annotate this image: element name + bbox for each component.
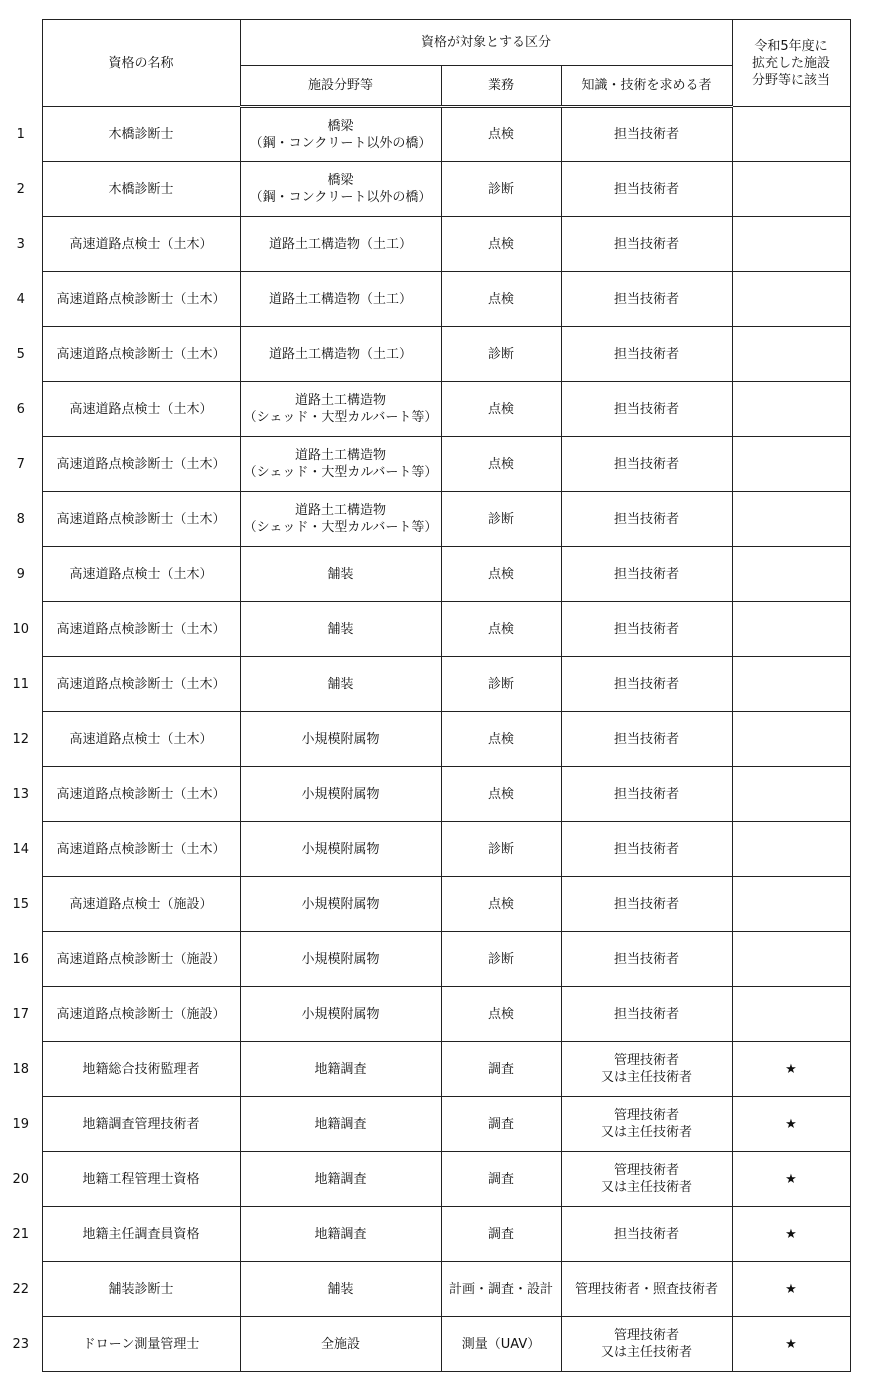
expanded-cell — [732, 327, 850, 382]
table-body — [0, 107, 850, 1372]
qualification-name: 高速道路点検士（施設） — [42, 877, 240, 932]
qualification-name: 高速道路点検診断士（土木） — [42, 602, 240, 657]
expanded-cell — [732, 107, 850, 162]
role-cell — [561, 767, 732, 822]
table-row — [0, 107, 850, 162]
row-number: 11 — [12, 676, 30, 692]
role-cell-line: 担当技術者 — [613, 511, 679, 527]
role-cell — [561, 217, 732, 272]
facility-cell-line: 道路土工構造物 — [294, 393, 386, 408]
star-icon: ★ — [732, 1097, 850, 1152]
facility-cell — [240, 492, 441, 547]
qualification-name: 地籍主任調査員資格 — [42, 1207, 240, 1262]
facility-cell-line: 舗装 — [327, 676, 354, 692]
facility-cell-line: 小規模附属物 — [301, 786, 380, 802]
qualification-name: 木橋診断士 — [42, 162, 240, 217]
facility-cell-line: 地籍調査 — [314, 1061, 367, 1077]
facility-cell-line: 道路土工構造物（土工） — [268, 236, 412, 252]
facility-cell — [240, 437, 441, 492]
facility-cell-line: （シェッド・大型カルバート等） — [243, 465, 438, 480]
role-cell — [561, 657, 732, 712]
table-row — [0, 1317, 850, 1372]
table-row — [0, 1262, 850, 1317]
role-cell-line: 担当技術者 — [613, 566, 679, 582]
role-cell-line: 担当技術者 — [613, 346, 679, 362]
facility-cell-line: 小規模附属物 — [301, 731, 380, 747]
role-cell-line: 管理技術者 — [613, 1108, 679, 1123]
table-row — [0, 657, 850, 712]
role-cell — [561, 1152, 732, 1207]
row-number: 10 — [12, 621, 30, 637]
work-cell: 点検 — [441, 382, 561, 437]
role-cell — [561, 492, 732, 547]
category-group-header: 資格が対象とする区分 — [240, 20, 732, 66]
role-cell — [561, 602, 732, 657]
role-cell — [561, 712, 732, 767]
facility-cell — [240, 822, 441, 877]
qualification-name: 高速道路点検診断士（土木） — [42, 657, 240, 712]
table-row — [0, 437, 850, 492]
row-number: 17 — [12, 1006, 30, 1022]
facility-cell-line: 小規模附属物 — [301, 1006, 380, 1022]
facility-cell — [240, 327, 441, 382]
qualification-name: 地籍総合技術監理者 — [42, 1042, 240, 1097]
row-number: 6 — [16, 401, 25, 417]
facility-cell-line: 地籍調査 — [314, 1226, 367, 1242]
facility-cell — [240, 272, 441, 327]
facility-cell-line: （鋼・コンクリート以外の橋） — [249, 190, 432, 205]
star-icon: ★ — [732, 1207, 850, 1262]
table-row — [0, 767, 850, 822]
facility-cell — [240, 932, 441, 987]
qualification-name: 高速道路点検診断士（土木） — [42, 327, 240, 382]
row-number: 18 — [12, 1061, 30, 1077]
facility-cell — [240, 547, 441, 602]
qualification-table — [0, 19, 851, 1372]
header-row-top — [0, 20, 850, 66]
role-cell-line: 担当技術者 — [613, 896, 679, 912]
role-cell-line: 担当技術者 — [613, 1006, 679, 1022]
facility-cell — [240, 1317, 441, 1372]
facility-cell — [240, 657, 441, 712]
role-cell — [561, 877, 732, 932]
facility-cell-line: 小規模附属物 — [301, 896, 380, 912]
qualification-name: ドローン測量管理士 — [42, 1317, 240, 1372]
facility-cell-line: （シェッド・大型カルバート等） — [243, 520, 438, 535]
facility-cell — [240, 602, 441, 657]
facility-cell-line: 舗装 — [327, 1281, 354, 1297]
role-cell-line: 担当技術者 — [613, 456, 679, 472]
star-icon: ★ — [732, 1042, 850, 1097]
role-cell — [561, 1317, 732, 1372]
work-cell: 点検 — [441, 547, 561, 602]
expanded-cell — [732, 602, 850, 657]
facility-cell — [240, 217, 441, 272]
expanded-cell — [732, 657, 850, 712]
qualification-name: 地籍工程管理士資格 — [42, 1152, 240, 1207]
table-row — [0, 217, 850, 272]
qualification-name: 木橋診断士 — [42, 107, 240, 162]
row-number: 8 — [16, 511, 25, 527]
row-number: 9 — [16, 566, 25, 582]
role-cell — [561, 1207, 732, 1262]
expanded-cell — [732, 437, 850, 492]
qualification-name: 高速道路点検士（土木） — [42, 382, 240, 437]
facility-cell — [240, 162, 441, 217]
row-number: 12 — [12, 731, 30, 747]
qualification-name: 高速道路点検士（土木） — [42, 712, 240, 767]
row-number: 7 — [16, 456, 25, 472]
role-cell-line: 担当技術者 — [613, 181, 679, 197]
table-row — [0, 492, 850, 547]
work-cell: 点検 — [441, 107, 561, 162]
facility-cell-line: 舗装 — [327, 566, 354, 582]
role-cell — [561, 1097, 732, 1152]
expanded-cell — [732, 712, 850, 767]
row-number: 1 — [16, 126, 25, 142]
qualification-name: 地籍調査管理技術者 — [42, 1097, 240, 1152]
expanded-cell — [732, 217, 850, 272]
row-number: 15 — [12, 896, 30, 912]
table-row — [0, 932, 850, 987]
table-row — [0, 822, 850, 877]
facility-cell-line: （鋼・コンクリート以外の橋） — [249, 135, 432, 151]
facility-column-header: 施設分野等 — [240, 66, 441, 107]
row-number: 13 — [12, 786, 30, 802]
work-cell: 調査 — [441, 1207, 561, 1262]
qualification-name: 高速道路点検診断士（施設） — [42, 932, 240, 987]
table-row — [0, 987, 850, 1042]
role-cell — [561, 1042, 732, 1097]
table-row — [0, 712, 850, 767]
role-cell-line: 担当技術者 — [613, 676, 679, 692]
row-number: 2 — [16, 181, 25, 197]
facility-cell — [240, 107, 441, 162]
qualification-name: 高速道路点検診断士（施設） — [42, 987, 240, 1042]
row-number: 22 — [12, 1281, 30, 1297]
role-cell-line: 管理技術者 — [613, 1163, 679, 1178]
work-cell: 点検 — [441, 217, 561, 272]
role-cell — [561, 822, 732, 877]
facility-cell — [240, 1262, 441, 1317]
qualification-name: 舗装診断士 — [42, 1262, 240, 1317]
row-number: 21 — [12, 1226, 30, 1242]
facility-cell — [240, 712, 441, 767]
facility-cell-line: （シェッド・大型カルバート等） — [243, 410, 438, 425]
number-column-header — [0, 20, 42, 107]
work-cell: 点検 — [441, 877, 561, 932]
work-cell: 点検 — [441, 272, 561, 327]
role-cell-line: 管理技術者 — [613, 1328, 679, 1343]
expanded-header-line: 分野等に該当 — [751, 72, 830, 88]
facility-cell-line: 道路土工構造物（土工） — [268, 346, 412, 362]
star-icon: ★ — [732, 1317, 850, 1372]
table-row — [0, 272, 850, 327]
role-cell — [561, 327, 732, 382]
role-cell — [561, 272, 732, 327]
role-cell-line: 又は主任技術者 — [600, 1345, 692, 1360]
work-cell: 点検 — [441, 712, 561, 767]
facility-cell — [240, 1152, 441, 1207]
table-row — [0, 547, 850, 602]
expanded-cell — [732, 272, 850, 327]
facility-cell-line: 小規模附属物 — [301, 841, 380, 857]
qualification-name: 高速道路点検診断士（土木） — [42, 272, 240, 327]
expanded-cell — [732, 492, 850, 547]
role-cell-line: 担当技術者 — [613, 951, 679, 967]
role-cell-line: 担当技術者 — [613, 621, 679, 637]
facility-cell-line: 小規模附属物 — [301, 951, 380, 967]
role-cell-line: 管理技術者・照査技術者 — [574, 1281, 718, 1297]
qualification-name: 高速道路点検診断士（土木） — [42, 822, 240, 877]
table-row — [0, 1207, 850, 1262]
work-cell: 点検 — [441, 767, 561, 822]
table-row — [0, 327, 850, 382]
work-cell: 調査 — [441, 1152, 561, 1207]
facility-cell-line: 道路土工構造物 — [294, 503, 386, 518]
expanded-cell — [732, 877, 850, 932]
facility-cell — [240, 1207, 441, 1262]
role-cell-line: 担当技術者 — [613, 1226, 679, 1242]
name-column-header: 資格の名称 — [42, 20, 240, 107]
expanded-header-line: 拡充した施設 — [751, 55, 830, 71]
role-cell — [561, 1262, 732, 1317]
work-cell: 診断 — [441, 327, 561, 382]
expanded-cell — [732, 382, 850, 437]
expanded-cell — [732, 162, 850, 217]
facility-cell-line: 道路土工構造物 — [294, 448, 386, 463]
facility-cell-line: 橋梁 — [327, 173, 354, 188]
table-row — [0, 602, 850, 657]
work-cell: 調査 — [441, 1042, 561, 1097]
qualification-name: 高速道路点検診断士（土木） — [42, 492, 240, 547]
role-cell-line: 担当技術者 — [613, 786, 679, 802]
row-number: 4 — [16, 291, 25, 307]
row-number: 20 — [12, 1171, 30, 1187]
work-cell: 計画・調査・設計 — [441, 1262, 561, 1317]
row-number: 3 — [16, 236, 25, 252]
expanded-cell — [732, 767, 850, 822]
expanded-cell — [732, 987, 850, 1042]
expanded-header-line: 令和5年度に — [754, 38, 828, 54]
expanded-cell — [732, 932, 850, 987]
facility-cell-line: 橋梁 — [327, 118, 354, 134]
role-cell — [561, 437, 732, 492]
work-cell: 点検 — [441, 437, 561, 492]
facility-cell — [240, 1042, 441, 1097]
row-number: 23 — [12, 1336, 30, 1352]
table-row — [0, 162, 850, 217]
role-cell — [561, 382, 732, 437]
role-cell-line: 担当技術者 — [613, 841, 679, 857]
star-icon: ★ — [732, 1152, 850, 1207]
row-number: 19 — [12, 1116, 30, 1132]
row-number: 16 — [12, 951, 30, 967]
work-cell: 測量（UAV） — [441, 1317, 561, 1372]
row-number: 5 — [16, 346, 25, 362]
facility-cell — [240, 767, 441, 822]
expanded-cell — [732, 822, 850, 877]
qualification-name: 高速道路点検士（土木） — [42, 547, 240, 602]
role-cell-line: 又は主任技術者 — [600, 1125, 692, 1140]
role-cell-line: 担当技術者 — [613, 236, 679, 252]
work-cell: 診断 — [441, 492, 561, 547]
role-cell-line: 担当技術者 — [613, 731, 679, 747]
role-cell-line: 担当技術者 — [613, 127, 679, 142]
work-cell: 診断 — [441, 657, 561, 712]
role-cell-line: 又は主任技術者 — [600, 1180, 692, 1195]
qualification-name: 高速道路点検診断士（土木） — [42, 437, 240, 492]
table-row — [0, 1152, 850, 1207]
facility-cell-line: 舗装 — [327, 621, 354, 637]
expanded-column-header — [732, 20, 850, 107]
star-icon: ★ — [732, 1262, 850, 1317]
work-column-header: 業務 — [441, 66, 561, 107]
role-cell — [561, 547, 732, 602]
work-cell: 診断 — [441, 932, 561, 987]
role-cell-line: 又は主任技術者 — [600, 1070, 692, 1085]
facility-cell-line: 全施設 — [320, 1336, 360, 1352]
facility-cell — [240, 987, 441, 1042]
table-row — [0, 382, 850, 437]
role-cell-line: 管理技術者 — [613, 1053, 679, 1068]
role-cell-line: 担当技術者 — [613, 401, 679, 417]
role-cell — [561, 932, 732, 987]
table-row — [0, 877, 850, 932]
work-cell: 点検 — [441, 602, 561, 657]
facility-cell — [240, 1097, 441, 1152]
row-number: 14 — [12, 841, 30, 857]
facility-cell-line: 地籍調査 — [314, 1171, 367, 1187]
work-cell: 診断 — [441, 162, 561, 217]
role-column-header: 知識・技術を求める者 — [561, 66, 732, 107]
qualification-name: 高速道路点検診断士（土木） — [42, 767, 240, 822]
role-cell — [561, 987, 732, 1042]
work-cell: 点検 — [441, 987, 561, 1042]
role-cell — [561, 107, 732, 162]
role-cell-line: 担当技術者 — [613, 291, 679, 307]
qualification-name: 高速道路点検士（土木） — [42, 217, 240, 272]
role-cell — [561, 162, 732, 217]
work-cell: 調査 — [441, 1097, 561, 1152]
facility-cell-line: 地籍調査 — [314, 1116, 367, 1132]
table-row — [0, 1097, 850, 1152]
facility-cell — [240, 877, 441, 932]
facility-cell — [240, 382, 441, 437]
facility-cell-line: 道路土工構造物（土工） — [268, 291, 412, 307]
expanded-cell — [732, 547, 850, 602]
work-cell: 診断 — [441, 822, 561, 877]
table-row — [0, 1042, 850, 1097]
